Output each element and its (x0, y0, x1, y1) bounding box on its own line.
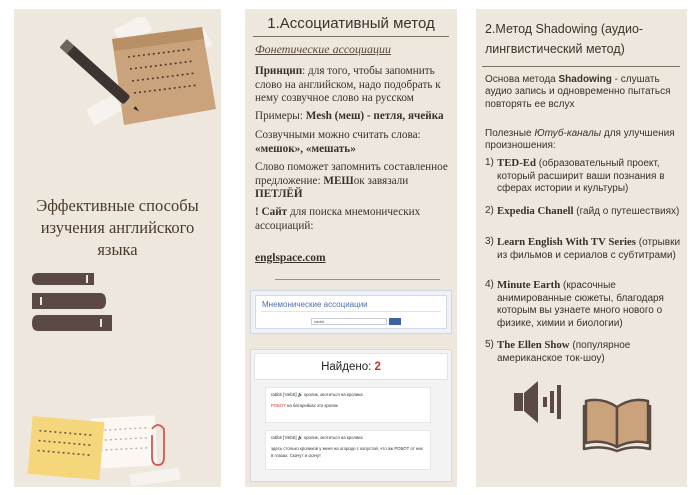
search-card (255, 295, 447, 329)
channels-paragraph (485, 128, 681, 153)
channel-name: Expedia Chanell (497, 205, 574, 217)
channel-desc: (гайд о путешествиях) (573, 206, 680, 217)
channel-item (485, 236, 681, 262)
consonant-words: «мешок», «мешать» (255, 142, 356, 155)
sentence-word1: МЕШ (323, 174, 354, 187)
result-heading: rabbit ['ræbɪt] 🔊 кролик, окотиться на кролика (271, 435, 363, 440)
principle-text: : для того, чтобы запомнить слово на английском, надо подобрать к нему созвучное слово на русском (255, 65, 441, 105)
results-screenshot (250, 349, 452, 482)
channel-name: The Ellen Show (497, 339, 570, 351)
channel-number: 1) (485, 157, 494, 168)
channels-pre: Полезные (485, 128, 535, 139)
channel-item (485, 339, 681, 365)
sentence-text: Слово поможет запомнить составленное предложение: (255, 161, 448, 187)
principle-label: Принцип (255, 65, 303, 77)
examples-value: Mesh (меш) - петля, ячейка (305, 110, 444, 122)
site-mark: ! (255, 206, 262, 218)
channel-name: TED-Ed (497, 157, 537, 169)
channel-name: Minute Earth (497, 279, 561, 291)
channels-post: для улучшения произношения: (485, 128, 675, 152)
notepad-pen-illustration (60, 17, 221, 132)
result-card (265, 430, 431, 470)
shadowing-method-panel (476, 9, 687, 487)
intro-pre: Основа метода (485, 74, 559, 85)
intro-post: - слушать аудио запись и одновременно пытаться повторять ее вслух (485, 74, 671, 110)
intro-bold: Shadowing (558, 74, 612, 85)
result-card (265, 387, 431, 423)
divider (253, 36, 449, 37)
speaker-icon (510, 377, 572, 427)
channel-desc: (популярное американское ток-шоу) (497, 340, 631, 364)
result-rest: на батарейках это кролик (285, 403, 338, 408)
channel-number: 5) (485, 339, 494, 350)
sentence-paragraph (255, 161, 455, 202)
search-input: rabbit (311, 318, 387, 325)
search-button (389, 318, 401, 325)
channel-number: 2) (485, 205, 494, 216)
cover-title: Эффективные способы изучения английского языка (36, 196, 199, 259)
intro-paragraph (485, 74, 681, 111)
channel-number: 3) (485, 236, 494, 247)
channel-desc: (отрывки из фильмов и сериалов с субтитрами) (497, 237, 681, 261)
examples-label: Примеры: (255, 110, 306, 122)
channel-item (485, 205, 681, 219)
results-header (254, 353, 448, 380)
principle-paragraph (255, 65, 455, 106)
examples-paragraph (255, 110, 455, 124)
cover-panel (14, 9, 221, 487)
result-highlight: РОБОТ (271, 403, 286, 408)
consonant-text: Созвучными можно считать слова: (255, 129, 421, 141)
associative-method-panel (245, 9, 457, 487)
section-title: 1.Ассоциативный метод (267, 15, 435, 32)
open-book-icon (582, 393, 652, 455)
result-heading: rabbit ['ræbɪt] 🔊 кролик, окотиться на кролика (271, 392, 363, 397)
divider (261, 311, 441, 312)
books-stack-icon (30, 271, 120, 339)
channel-desc: (красочные анимированные сюжеты, благодаря которым вы узнаете много нового о физике, химии и биологии) (497, 280, 664, 329)
result-text: здесь столько кроликов у меня на огороде с капустой, что аж РОБОТ от них в глазах. Скачут и скачут (271, 446, 423, 458)
notes-clip-illustration (20, 409, 200, 487)
site-paragraph (255, 206, 455, 233)
found-count: 2 (374, 361, 381, 373)
channel-item (485, 157, 681, 196)
sentence-word2: ПЕТЛЁЙ (255, 188, 303, 201)
channel-name: Learn English With TV Series (497, 236, 636, 248)
divider (275, 279, 440, 280)
section-title: 2.Метод Shadowing (аудио-лингвистический метод) (485, 22, 644, 56)
divider (482, 66, 680, 67)
site-bold: Сайт (261, 206, 288, 218)
section-subtitle: Фонетические ассоциации (255, 42, 391, 56)
consonant-paragraph (255, 129, 455, 156)
channel-desc: (образовательный проект, который расширит ваши познания в сферах истории и культуры) (497, 158, 665, 194)
result-text (271, 402, 425, 409)
search-screenshot (250, 290, 452, 334)
channel-number: 4) (485, 279, 494, 290)
sentence-mid: ок завязали (353, 174, 409, 187)
search-card-title: Мнемонические ассоциации (262, 300, 368, 309)
channels-italic: Ютуб-каналы (534, 128, 602, 139)
site-link[interactable]: englspace.com (255, 252, 326, 264)
found-label: Найдено: (321, 361, 375, 373)
site-text: для поиска мнемонических ассоциаций: (255, 206, 421, 232)
channel-item (485, 279, 681, 330)
